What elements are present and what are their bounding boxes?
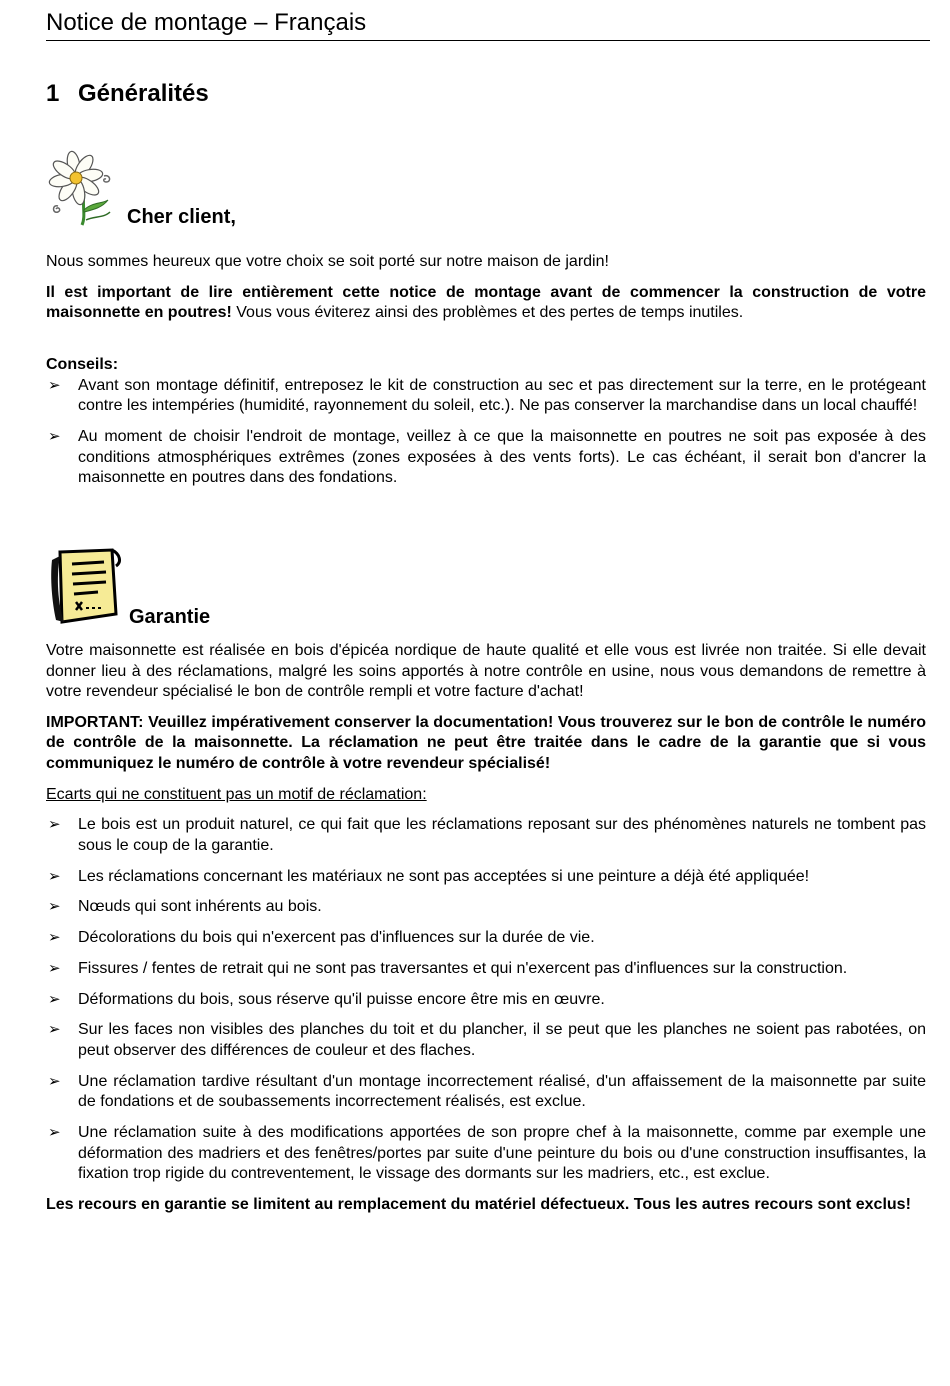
- list-item: ➢ Au moment de choisir l'endroit de montage, veillez à ce que la maisonnette en poutres ne soit pas exposée à des conditions atmosphériques extrêmes (zones exposées à des vents forts). Le cas échéant, il serait bon d'ancrer la maisonnette en poutres dans des fondations.: [48, 427, 926, 487]
- arrow-bullet-icon: ➢: [48, 427, 61, 445]
- page-header: [46, 8, 930, 41]
- arrow-bullet-icon: ➢: [48, 990, 61, 1008]
- arrow-bullet-icon: ➢: [48, 898, 61, 916]
- garantie-intro: Votre maisonnette est réalisée en bois d'épicéa nordique de haute qualité et elle vous est livrée non traitée. Si elle devait donner lieu à des réclamations, malgré les soins apportés à notre contrôle en usine, nous vous demandons de remettre à votre revendeur spécialisé le bon de contrôle rempli et votre facture d'achat!: [46, 642, 926, 701]
- important-notice: [46, 283, 926, 324]
- greeting-block: [46, 252, 926, 324]
- arrow-bullet-icon: ➢: [48, 1124, 61, 1142]
- conseils-title: Conseils:: [46, 356, 119, 373]
- arrow-bullet-icon: ➢: [48, 1021, 61, 1039]
- important-notice-bold: Il est important de lire entièrement cette notice de montage avant de commencer la construction de votre maisonnette en poutres!: [46, 283, 926, 322]
- arrow-bullet-icon: ➢: [48, 1072, 61, 1090]
- arrow-bullet-icon: ➢: [48, 867, 61, 885]
- section-title-text: Généralités: [78, 80, 209, 107]
- greeting-title: Cher client,: [127, 206, 236, 228]
- conseils-list: [46, 376, 926, 489]
- list-item: ➢ Avant son montage définitif, entreposez le kit de construction au sec et pas directement sur la terre, en le protégeant contre les intempéries (humidité, rayonnement du soleil, etc.). Ne pas conserver la marchandise dans un local chauffé!: [48, 376, 926, 415]
- garantie-block: [46, 641, 926, 1216]
- garantie-title: Garantie: [129, 606, 211, 628]
- important-notice-rest: Vous vous éviterez ainsi des problèmes et des pertes de temps inutiles.: [231, 304, 744, 322]
- list-item: ➢ Une réclamation suite à des modifications apportées de son propre chef à la maisonnette, comme par exemple une déformation des madriers et des fenêtres/portes par suite d'une peinture du bois ou d'une construction insuffisantes, la fixation trop rigide du contreventement, le vissage des dormants sur les madriers, etc., est exclue.: [48, 1124, 926, 1183]
- list-item: ➢ Une réclamation tardive résultant d'un montage incorrectement réalisé, d'un affaissement de la maisonnette par suite de fondations et de soubassements incorrectement réalisés, est exclue.: [48, 1072, 926, 1111]
- ecarts-list: [46, 815, 926, 1185]
- document-icon: [46, 548, 126, 626]
- list-item: ➢ Décolorations du bois qui n'exercent pas d'influences sur la durée de vie.: [46, 928, 926, 949]
- section-number: 1: [46, 80, 60, 107]
- garantie-closing: Les recours en garantie se limitent au remplacement du matériel défectueux. Tous les autres recours sont exclus!: [46, 1196, 911, 1214]
- garantie-important: IMPORTANT: Veuillez impérativement conserver la documentation! Vous trouverez sur le bon de contrôle le numéro de contrôle de la maisonnette. La réclamation ne peut être traitée dans le cadre de la garantie que si vous communiquez le numéro de contrôle à votre revendeur spécialisé!: [46, 713, 926, 772]
- list-item: ➢ Fissures / fentes de retrait qui ne sont pas traversantes et qui n'exercent pas d'influences sur la construction.: [46, 959, 926, 980]
- greeting-intro: Nous sommes heureux que votre choix se soit porté sur notre maison de jardin!: [46, 253, 609, 270]
- list-item: ➢ Sur les faces non visibles des planches du toit et du plancher, il se peut que les planches ne soient pas rabotées, on peut observer des différences de couleur et des flaches.: [48, 1021, 926, 1060]
- arrow-bullet-icon: ➢: [48, 929, 61, 947]
- flower-icon: [46, 150, 120, 226]
- list-item: ➢ Déformations du bois, sous réserve qu'il puisse encore être mis en œuvre.: [46, 990, 926, 1011]
- section-title: [46, 80, 209, 108]
- ecarts-title: Ecarts qui ne constituent pas un motif de réclamation:: [46, 785, 427, 803]
- list-item: ➢ Le bois est un produit naturel, ce qui fait que les réclamations reposant sur des phénomènes naturels ne tombent pas sous le coup de la garantie.: [48, 816, 926, 854]
- list-item: ➢ Les réclamations concernant les matériaux ne sont pas acceptées si une peinture a déjà été appliquée!: [46, 867, 926, 888]
- arrow-bullet-icon: ➢: [48, 816, 61, 834]
- list-item: ➢ Nœuds qui sont inhérents au bois.: [46, 897, 926, 918]
- arrow-bullet-icon: ➢: [48, 376, 61, 394]
- arrow-bullet-icon: ➢: [48, 959, 61, 977]
- conseils-block: [46, 355, 926, 499]
- page-header-title: Notice de montage – Français: [46, 9, 367, 36]
